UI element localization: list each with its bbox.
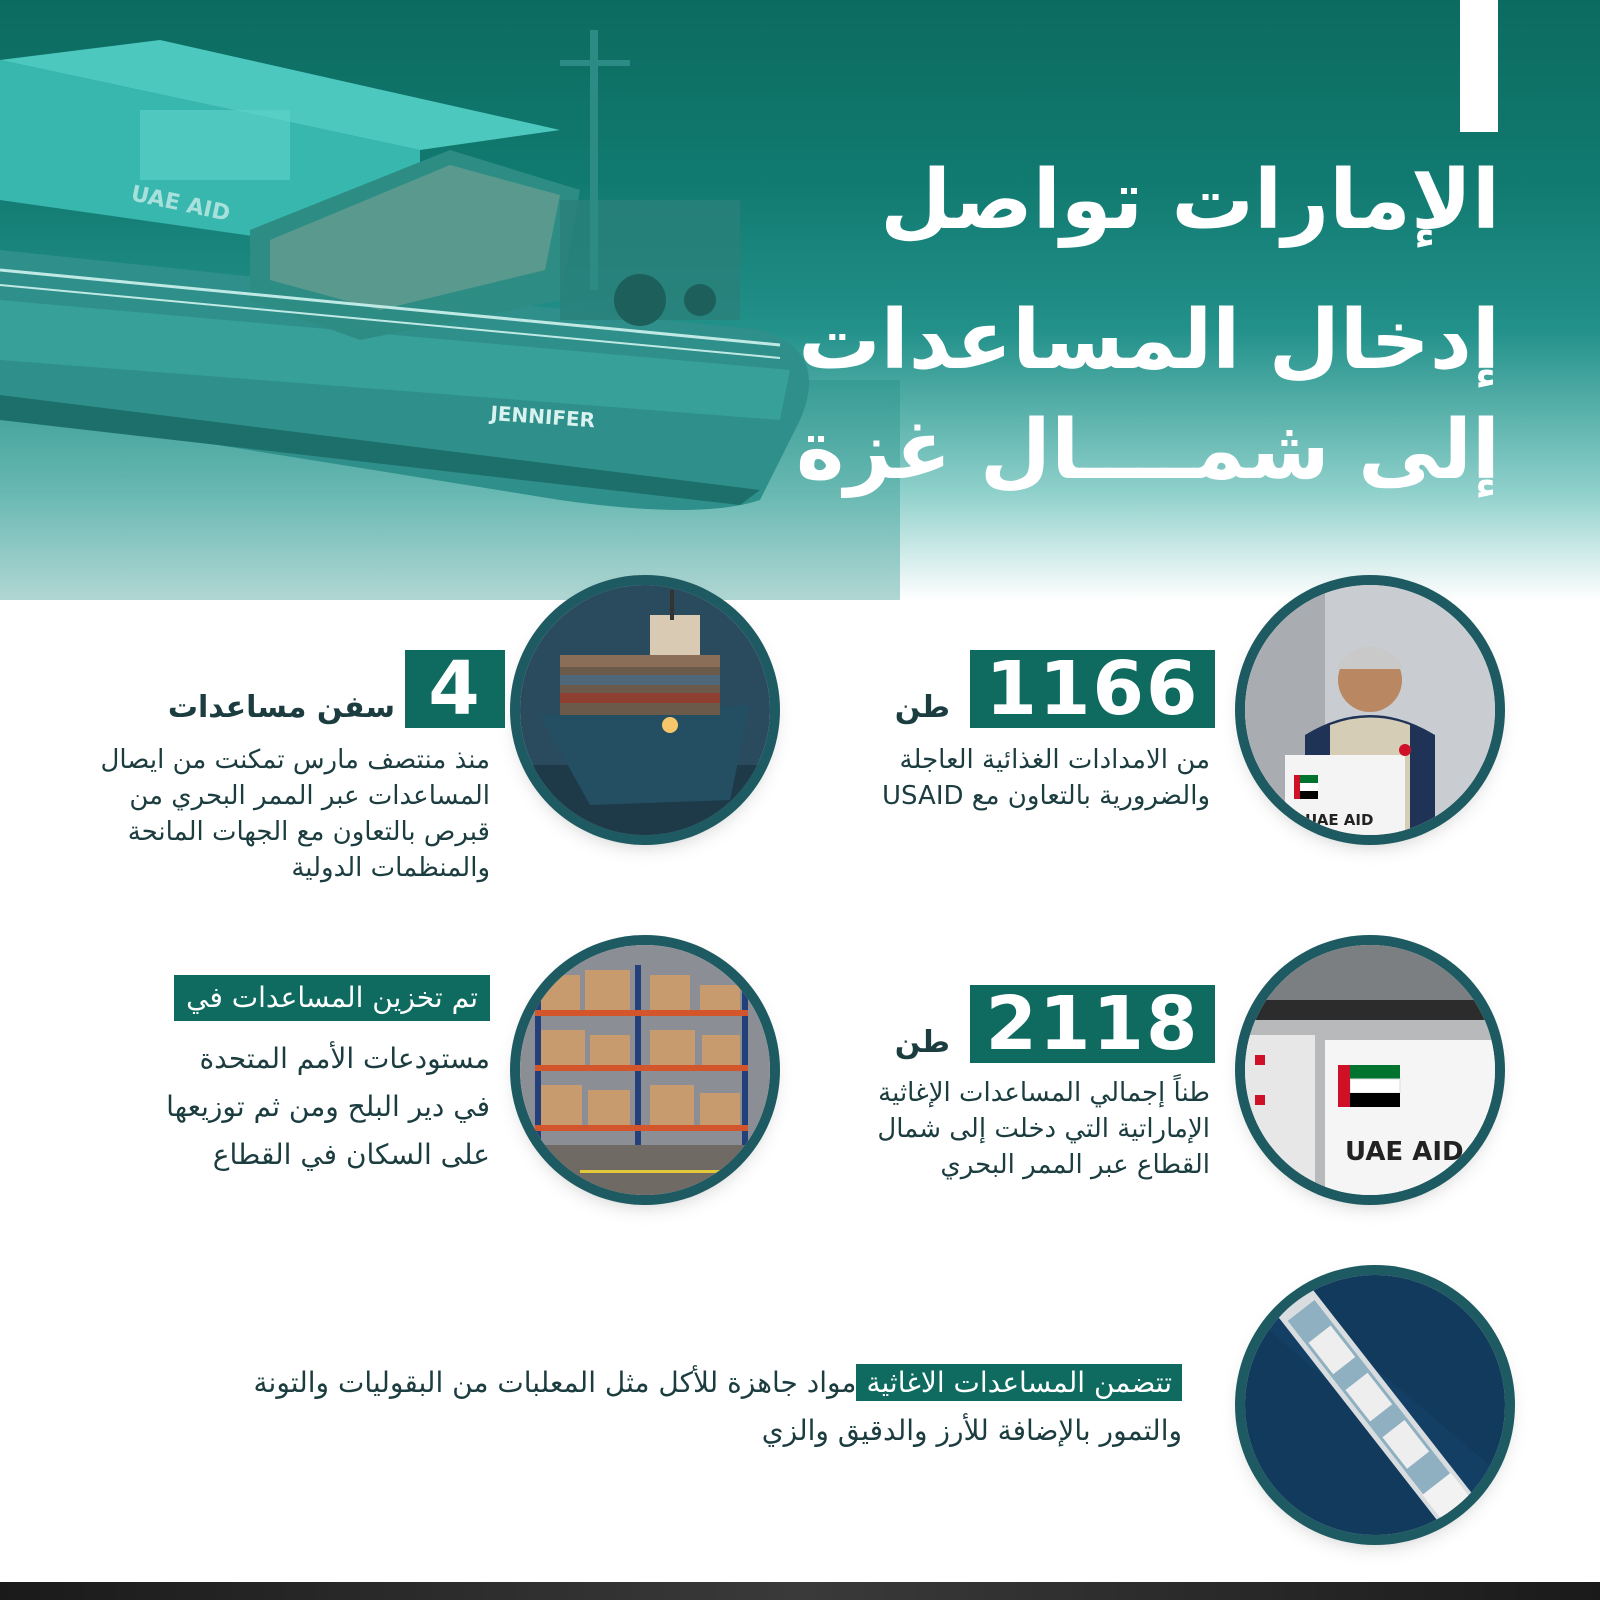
title-line-2: إدخال المساعدات bbox=[798, 293, 1500, 388]
total-tonnage: 2118 bbox=[970, 985, 1215, 1063]
ship-name-label: JENNIFER bbox=[489, 401, 596, 433]
header-accent-bar bbox=[1460, 0, 1498, 132]
warehouse-photo bbox=[520, 945, 770, 1195]
total-unit: طن bbox=[894, 1025, 950, 1060]
title-line-1: الإمارات تواصل bbox=[880, 153, 1500, 248]
box-aid-label: UAE AID bbox=[1305, 811, 1374, 829]
footer-bar bbox=[0, 1582, 1600, 1600]
storage-description: مستودعات الأمم المتحدة في دير البلح ومن ثم توزيعها على السكان في القطاع bbox=[166, 1042, 490, 1171]
ships-unit: سفن مساعدات bbox=[167, 690, 395, 725]
aid-boxes-photo bbox=[1245, 945, 1495, 1195]
box-aid-label-large: UAE AID bbox=[1345, 1137, 1464, 1167]
aerial-ship-photo bbox=[1245, 1275, 1505, 1535]
contents-line-1 bbox=[254, 1362, 1182, 1404]
food-description: من الامدادات الغذائية العاجلة والضرورية بالتعاون مع USAID bbox=[882, 745, 1210, 811]
food-unit: طن bbox=[894, 690, 950, 725]
hull-aid-label: UAE AID bbox=[128, 181, 233, 227]
ships-description: منذ منتصف مارس تمكنت من ايصال المساعدات عبر الممر البحري من قبرص بالتعاون مع الجهات المانحة والمنظمات الدولية bbox=[100, 745, 490, 883]
total-description: طناً إجمالي المساعدات الإغاثية الإماراتية التي دخلت إلى شمال القطاع عبر الممر البحري bbox=[877, 1078, 1210, 1180]
contents-highlight: تتضمن المساعدات الاغاثية bbox=[856, 1364, 1182, 1401]
contents-rest: مواد جاهزة للأكل مثل المعلبات من البقوليات والتونة bbox=[253, 1366, 857, 1399]
volunteer-photo bbox=[1245, 585, 1495, 835]
title-line-3: إلى شمــــال غزة bbox=[795, 403, 1500, 498]
food-tonnage: 1166 bbox=[970, 650, 1215, 728]
container-ship-photo bbox=[520, 585, 770, 835]
ships-count: 4 bbox=[405, 650, 505, 728]
contents-line-2: والتمور بالإضافة للأرز والدقيق والزي bbox=[761, 1414, 1182, 1447]
storage-highlight: تم تخزين المساعدات في bbox=[174, 975, 490, 1021]
